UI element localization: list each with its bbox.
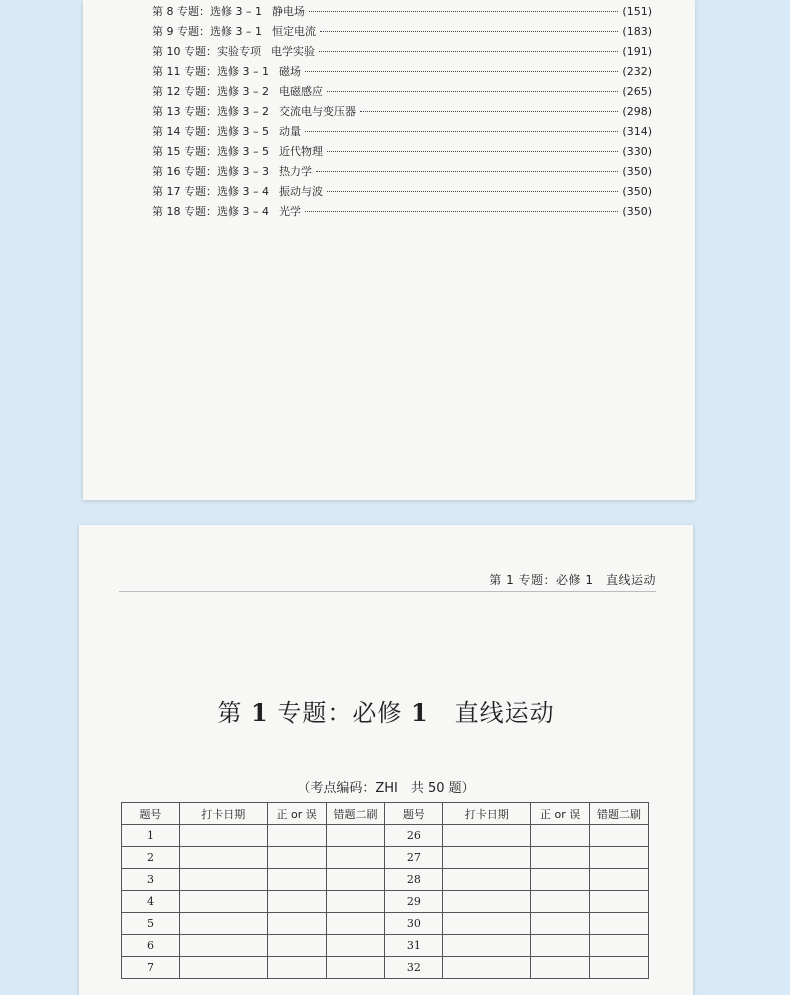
table-header-cell: 题号: [385, 803, 443, 825]
toc-leader-dots: [327, 191, 618, 192]
blank-cell: [326, 847, 385, 869]
table-header-cell: 错题二刷: [326, 803, 385, 825]
question-number-cell: 5: [122, 913, 180, 935]
toc-page-number: (298): [622, 105, 652, 118]
table-header-cell: 打卡日期: [443, 803, 531, 825]
blank-cell: [326, 935, 385, 957]
header-rule: [119, 591, 656, 592]
toc-row: [152, 62, 652, 82]
table-row: [122, 847, 649, 869]
toc-row: [152, 22, 652, 42]
table-row: [122, 913, 649, 935]
toc-label: 第 15 专题：选修 3 – 5: [152, 145, 269, 158]
toc-page-number: (265): [622, 85, 652, 98]
toc-row: [152, 182, 652, 202]
blank-cell: [179, 957, 267, 979]
toc-row: [152, 202, 652, 222]
toc-page-number: (350): [622, 185, 652, 198]
toc-row: [152, 42, 652, 62]
table-row: [122, 891, 649, 913]
toc-title: 近代物理: [278, 145, 323, 158]
toc-label: 第 8 专题：选修 3 – 1: [152, 5, 262, 18]
toc-title: 磁场: [278, 65, 301, 78]
blank-cell: [443, 935, 531, 957]
toc-row: [152, 2, 652, 22]
toc-leader-dots: [327, 151, 618, 152]
blank-cell: [179, 913, 267, 935]
toc-leader-dots: [305, 131, 618, 132]
blank-cell: [179, 869, 267, 891]
toc-label: 第 18 专题：选修 3 – 4: [152, 205, 269, 218]
toc-page-number: (350): [622, 165, 652, 178]
blank-cell: [267, 935, 326, 957]
toc-page-number: (314): [622, 125, 652, 138]
question-number-cell: 1: [122, 825, 180, 847]
table-header-cell: 打卡日期: [179, 803, 267, 825]
toc-leader-dots: [316, 171, 618, 172]
toc-title: 静电场: [271, 5, 305, 18]
toc-title: 振动与波: [278, 185, 323, 198]
toc-leader-dots: [320, 31, 618, 32]
question-number-cell: 27: [385, 847, 443, 869]
toc-label: 第 9 专题：选修 3 – 1: [152, 25, 262, 38]
chapter-subtitle: （考点编码：ZHI 共 50 题）: [297, 781, 475, 796]
toc-row: [152, 162, 652, 182]
blank-cell: [531, 957, 590, 979]
question-number-cell: 7: [122, 957, 180, 979]
toc-leader-dots: [319, 51, 618, 52]
blank-cell: [590, 847, 649, 869]
blank-cell: [443, 869, 531, 891]
toc-page: [83, 0, 695, 500]
blank-cell: [267, 957, 326, 979]
toc-title: 交流电与变压器: [278, 105, 356, 118]
blank-cell: [590, 869, 649, 891]
blank-cell: [590, 891, 649, 913]
blank-cell: [443, 913, 531, 935]
blank-cell: [267, 869, 326, 891]
toc-title: 热力学: [278, 165, 312, 178]
blank-cell: [531, 935, 590, 957]
blank-cell: [179, 935, 267, 957]
blank-cell: [267, 891, 326, 913]
toc-page-number: (350): [622, 205, 652, 218]
blank-cell: [179, 891, 267, 913]
toc-page-number: (151): [622, 5, 652, 18]
blank-cell: [267, 825, 326, 847]
toc-leader-dots: [305, 71, 618, 72]
table-header-cell: 正 or 误: [531, 803, 590, 825]
title-number: 1: [251, 698, 269, 727]
question-number-cell: 4: [122, 891, 180, 913]
question-number-cell: 26: [385, 825, 443, 847]
chapter-title: [79, 693, 693, 728]
checkin-table: [121, 802, 649, 979]
toc-title: 电学实验: [271, 45, 315, 58]
toc-leader-dots: [360, 111, 618, 112]
question-number-cell: 32: [385, 957, 443, 979]
blank-cell: [326, 913, 385, 935]
title-prefix: 第: [217, 699, 243, 727]
blank-cell: [179, 825, 267, 847]
table-row: [122, 825, 649, 847]
toc-row: [152, 82, 652, 102]
question-number-cell: 28: [385, 869, 443, 891]
blank-cell: [590, 957, 649, 979]
toc-label: 第 17 专题：选修 3 – 4: [152, 185, 269, 198]
toc-row: [152, 102, 652, 122]
toc-title: 动量: [278, 125, 301, 138]
title-number2: 1: [411, 698, 429, 727]
table-row: [122, 869, 649, 891]
blank-cell: [267, 847, 326, 869]
blank-cell: [531, 869, 590, 891]
blank-cell: [531, 891, 590, 913]
toc-leader-dots: [327, 91, 618, 92]
toc-page-number: (330): [622, 145, 652, 158]
toc-label: 第 11 专题：选修 3 – 1: [152, 65, 269, 78]
blank-cell: [531, 825, 590, 847]
question-number-cell: 6: [122, 935, 180, 957]
blank-cell: [590, 825, 649, 847]
blank-cell: [326, 957, 385, 979]
blank-cell: [443, 957, 531, 979]
table-header-row: [122, 803, 649, 825]
toc-label: 第 10 专题：实验专项: [152, 45, 261, 58]
chapter-page: [79, 525, 693, 995]
toc-page-number: (183): [622, 25, 652, 38]
toc-title: 电磁感应: [278, 85, 323, 98]
toc-page-number: (191): [622, 45, 652, 58]
toc-row: [152, 142, 652, 162]
toc-page-number: (232): [622, 65, 652, 78]
blank-cell: [443, 825, 531, 847]
question-number-cell: 31: [385, 935, 443, 957]
blank-cell: [443, 847, 531, 869]
toc-label: 第 16 专题：选修 3 – 3: [152, 165, 269, 178]
blank-cell: [326, 869, 385, 891]
blank-cell: [326, 891, 385, 913]
blank-cell: [179, 847, 267, 869]
blank-cell: [267, 913, 326, 935]
blank-cell: [590, 913, 649, 935]
toc-label: 第 13 专题：选修 3 – 2: [152, 105, 269, 118]
toc-title: 光学: [278, 205, 301, 218]
question-number-cell: 2: [122, 847, 180, 869]
blank-cell: [531, 913, 590, 935]
blank-cell: [590, 935, 649, 957]
table-of-contents: [152, 2, 652, 222]
question-number-cell: 3: [122, 869, 180, 891]
question-number-cell: 29: [385, 891, 443, 913]
running-head: 第 1 专题：必修 1 直线运动: [489, 573, 656, 587]
toc-row: [152, 122, 652, 142]
table-row: [122, 957, 649, 979]
toc-label: 第 12 专题：选修 3 – 2: [152, 85, 269, 98]
toc-leader-dots: [309, 11, 618, 12]
table-row: [122, 935, 649, 957]
table-header-cell: 正 or 误: [267, 803, 326, 825]
question-number-cell: 30: [385, 913, 443, 935]
title-rest: 专题：必修: [277, 699, 403, 727]
table-header-cell: 题号: [122, 803, 180, 825]
blank-cell: [443, 891, 531, 913]
blank-cell: [531, 847, 590, 869]
title-topic: 直线运动: [454, 699, 555, 727]
table-header-cell: 错题二刷: [590, 803, 649, 825]
toc-label: 第 14 专题：选修 3 – 5: [152, 125, 269, 138]
blank-cell: [326, 825, 385, 847]
toc-leader-dots: [305, 211, 618, 212]
toc-title: 恒定电流: [271, 25, 316, 38]
